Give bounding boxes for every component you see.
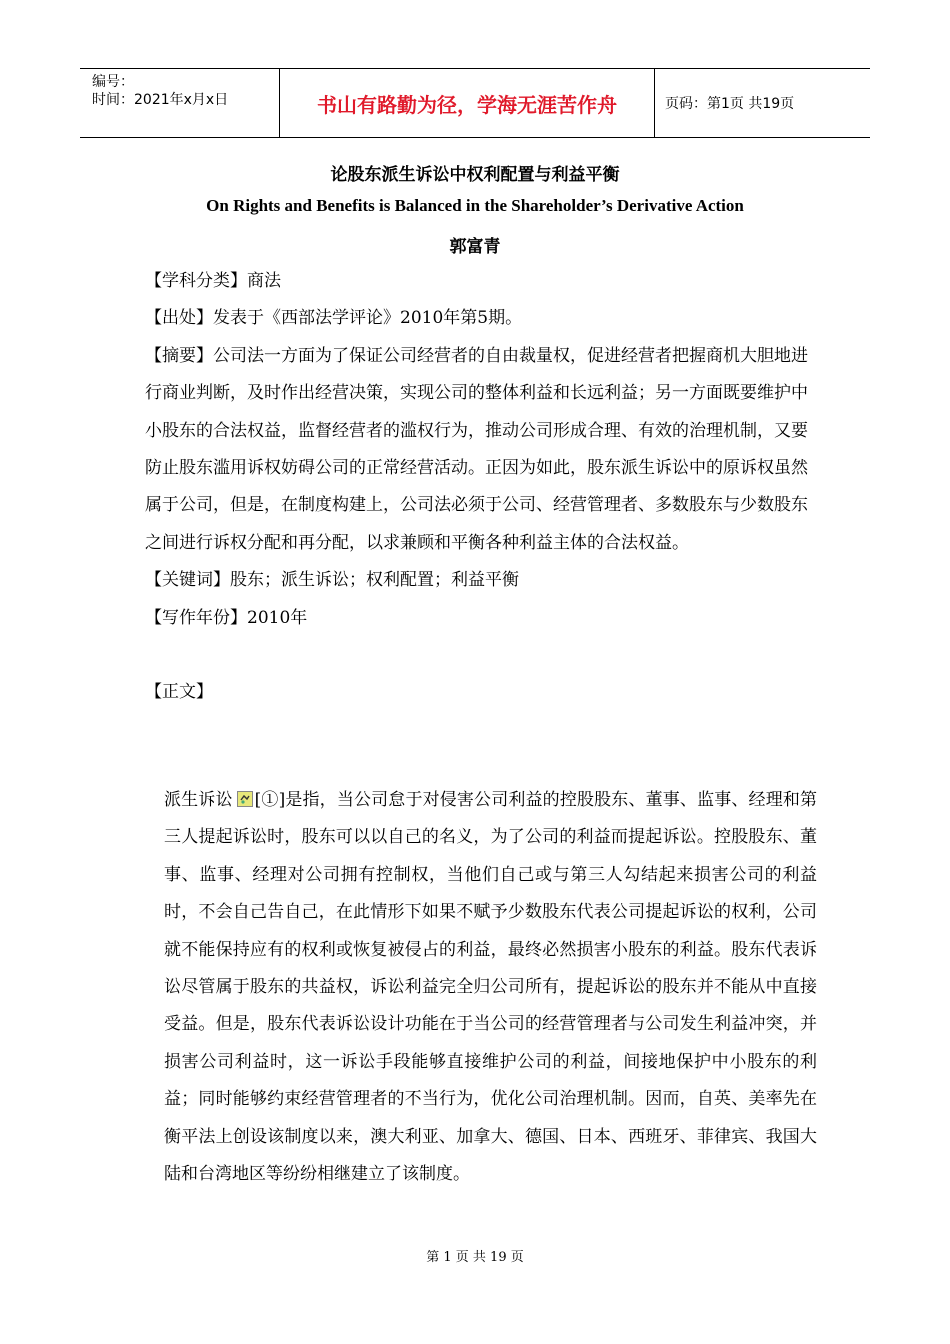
year: 【写作年份】2010年 xyxy=(145,607,308,628)
footnote-link-icon[interactable] xyxy=(237,784,253,800)
body-heading: 【正文】 xyxy=(145,682,213,703)
motto: 书山有路勤为径，学海无涯苦作舟 xyxy=(280,69,655,137)
keywords: 【关键词】股东；派生诉讼；权利配置；利益平衡 xyxy=(145,570,519,591)
page-info: 页码：第1页 共19页 xyxy=(665,96,795,112)
category: 【学科分类】商法 xyxy=(145,271,281,291)
title-chinese: 论股东派生诉讼中权利配置与利益平衡 xyxy=(330,165,620,185)
body-text xyxy=(145,782,817,1193)
body-lead: 派生诉讼 xyxy=(164,790,233,810)
title-english: On Rights and Benefits is Balanced in the Shareholder’s Derivative Action xyxy=(206,196,744,215)
page-footer: 第 1 页 共 19 页 xyxy=(426,1250,524,1265)
source: 【出处】发表于《西部法学评论》2010年第5期。 xyxy=(145,308,523,329)
time-label: 时间：2021年x月x日 xyxy=(92,92,229,108)
number-label: 编号： xyxy=(92,74,134,90)
body-paragraph: [①]是指，当公司怠于对侵害公司利益的控股股东、董事、监事、经理和第三人提起诉讼时，股东可以以自己的名义，为了公司的利益而提起诉讼。控股股东、董事、监事、经理对公司拥有控制权，当他们自己或与第三人勾结起来损害公司的利益时，不会自己告自己，在此情形下如果不赋予少数股东代表公司提起诉讼的权利，公司就不能保持应有的权利或恢复被侵占的利益，最终必然损害小股东的利益。股东代表诉讼尽管属于股东的共益权，诉讼利益完全归公司所有，提起诉讼的股东并不能从中直接受益。但是，股东代表诉讼设计功能在于当公司的经营管理者与公司发生利益冲突，并损害公司利益时，这一诉讼手段能够直接维护公司的利益，间接地保护中小股东的利益；同时能够约束经营管理者的不当行为，优化公司治理机制。因而，自英、美率先在衡平法上创设该制度以来，澳大利亚、加拿大、德国、日本、西班牙、菲律宾、我国大陆和台湾地区等纷纷相继建立了该制度。 xyxy=(164,790,818,1185)
page-header xyxy=(80,68,870,138)
header-left-cell xyxy=(80,69,280,137)
abstract: 【摘要】公司法一方面为了保证公司经营者的自由裁量权，促进经营者把握商机大胆地进行商业判断，及时作出经营决策，实现公司的整体利益和长远利益；另一方面既要维护中小股东的合法权益，监督经营者的滥权行为，推动公司形成合理、有效的治理机制，又要防止股东滥用诉权妨碍公司的正常经营活动。正因为如此，股东派生诉讼中的原诉权虽然属于公司，但是，在制度构建上，公司法必须于公司、经营管理者、多数股东与少数股东之间进行诉权分配和再分配，以求兼顾和平衡各种利益主体的合法权益。 xyxy=(145,345,808,553)
author: 郭富青 xyxy=(449,237,501,257)
meta-block xyxy=(145,263,815,712)
